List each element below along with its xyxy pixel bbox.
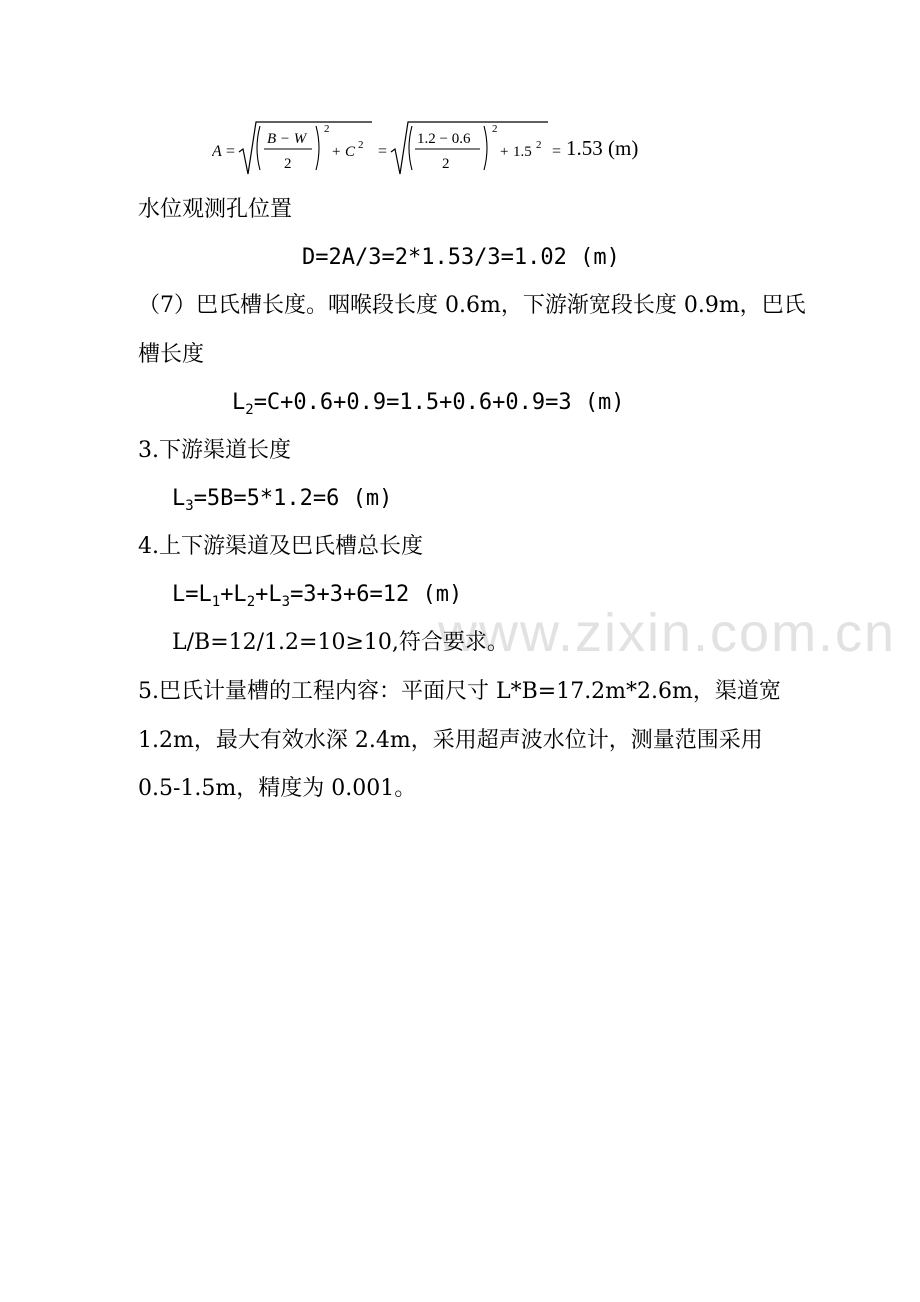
watermark: www.zixin.com.cn [438,603,897,663]
equation-l3: $L_3=5B=5*1.2=6$ (m) [172,486,393,514]
formula-result: 1.53 (m) [566,136,639,160]
formula-a [212,118,672,178]
const-term: 1.5 [513,144,532,160]
paren-left-2 [409,126,412,170]
plus-1: + [332,144,341,160]
formula-eq3: = [552,143,562,160]
equation-d: D=2A/3=2*1.53/3=1.02 (m) [302,245,620,270]
paren-left-1 [257,126,260,170]
paren-right-1 [316,126,319,170]
paragraph-5-line-1: 5.巴氏计量槽的工程内容：平面尺寸 L*B=17.2m*2.6m，渠道宽 [138,679,781,704]
frac2-den: 2 [442,156,450,172]
c-term: C [345,144,356,160]
plus-2: + [500,144,509,160]
formula-a-svg [212,118,672,178]
paragraph-5-line-2: 1.2m，最大有效水深 2.4m，采用超声波水位计，测量范围采用 [138,728,763,753]
formula-eq1: = [226,143,236,160]
const-exp: 2 [536,139,542,151]
frac1-den: 2 [284,156,292,172]
paragraph-7-line-2: 槽长度 [138,342,205,367]
heading-observation-hole: 水位观测孔位置 [138,197,293,222]
frac2-exp: 2 [492,123,498,135]
heading-4: 4.上下游渠道及巴氏槽总长度 [138,534,423,559]
equation-l-over-b: L/B=12/1.2=10≥10,符合要求。 [172,630,509,655]
formula-lhs: A [212,143,222,160]
formula-eq2: = [378,143,388,160]
heading-3: 3.下游渠道长度 [138,438,291,463]
frac1-exp: 2 [324,123,330,135]
paragraph-5-line-3: 0.5-1.5m，精度为 0.001。 [138,776,417,801]
equation-l2: $L_2=C+0.6+0.9=1.5+0.6+0.9=3$ (m) [232,390,625,418]
equation-l-total: $L=L_1+L_2+L_3=3+3+6=12$ (m) [172,582,463,610]
c-exp: 2 [358,139,364,151]
paragraph-7-line-1: （7）巴氏槽长度。咽喉段长度 0.6m，下游渐宽段长度 0.9m，巴氏 [138,293,806,318]
paren-right-2 [484,126,487,170]
frac1-num: B − W [267,131,307,147]
frac2-num: 1.2 − 0.6 [417,131,471,147]
